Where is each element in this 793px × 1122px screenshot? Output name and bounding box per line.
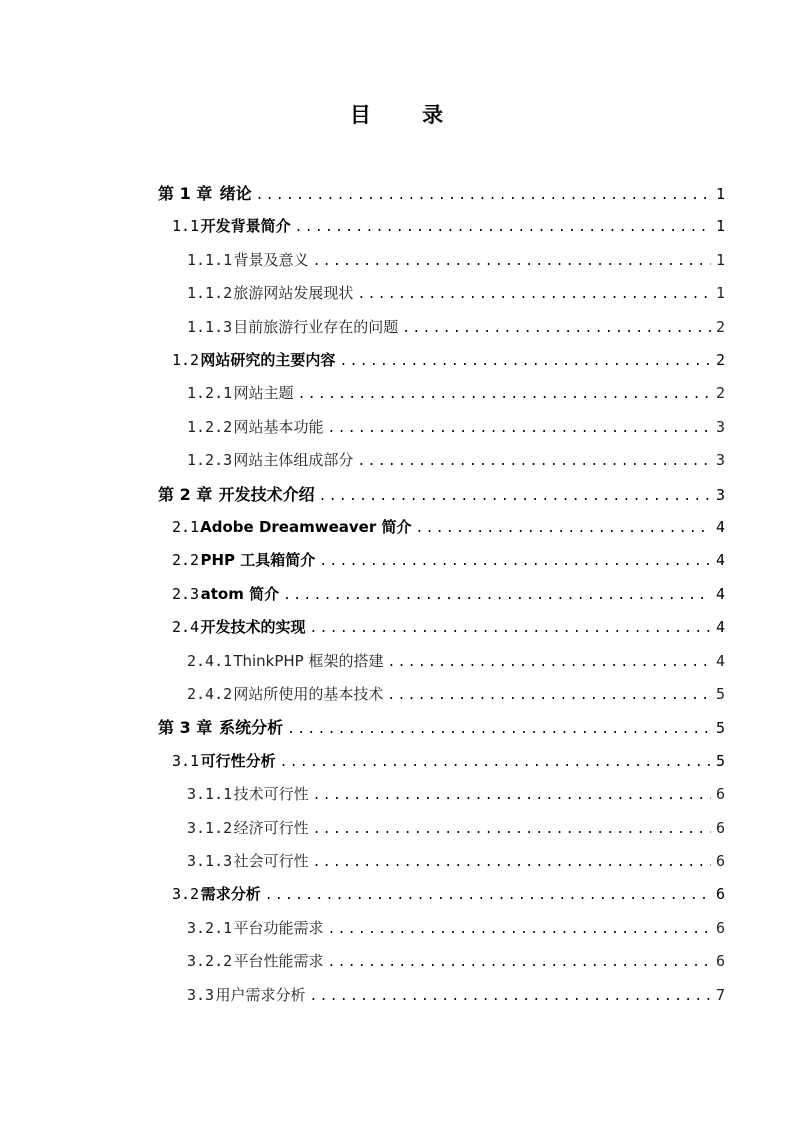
toc-entry[interactable] — [187, 979, 725, 1012]
toc-entry-title: 背景及意义 — [233, 251, 309, 269]
toc-entry-number: 第 1 章 — [158, 184, 213, 203]
toc-entry[interactable] — [187, 377, 725, 410]
toc-entry-title: PHP 工具箱简介 — [200, 551, 316, 569]
toc-dot-leader — [328, 913, 711, 946]
toc-entry-number: 3.3 — [187, 986, 215, 1004]
toc-entry[interactable] — [187, 244, 725, 277]
toc-dot-leader — [313, 846, 711, 879]
toc-dot-leader — [313, 813, 711, 846]
toc-entry-page-number: 5 — [715, 685, 725, 703]
toc-entry[interactable] — [187, 912, 725, 945]
toc-entry-number: 3.2.2 — [187, 952, 233, 970]
toc-entry-title: atom 简介 — [200, 585, 280, 603]
toc-dot-leader — [313, 779, 711, 812]
toc-entry-title: 平台功能需求 — [233, 919, 324, 937]
toc-entry[interactable] — [187, 444, 725, 477]
toc-entry-page-number: 1 — [715, 251, 725, 269]
toc-entry-page-number: 1 — [715, 217, 725, 235]
toc-entry-page-number: 5 — [715, 752, 725, 770]
toc-entry-page-number: 3 — [715, 418, 725, 436]
toc-dot-leader — [313, 245, 711, 278]
toc-entry-number: 1.1.2 — [187, 284, 233, 302]
toc-entry-number: 2.2 — [172, 551, 200, 569]
toc-dot-leader — [319, 545, 711, 578]
toc-entry-number: 3.1.1 — [187, 785, 233, 803]
toc-entry[interactable] — [158, 711, 725, 744]
toc-entry-page-number: 6 — [715, 952, 725, 970]
toc-entry-page-number: 4 — [715, 585, 725, 603]
toc-entry-page-number: 1 — [715, 284, 725, 302]
toc-entry-page-number: 4 — [715, 518, 725, 536]
toc-dot-leader — [265, 879, 711, 912]
toc-entry-title: 旅游网站发展现状 — [233, 284, 354, 302]
toc-entry-number: 3.1.3 — [187, 852, 233, 870]
toc-entry-number: 3.1.2 — [187, 819, 233, 837]
toc-entry-title: 需求分析 — [200, 885, 261, 903]
toc-entry[interactable] — [172, 578, 725, 611]
toc-entry-number: 第 3 章 — [158, 718, 213, 737]
toc-entry-number: 3.2 — [172, 885, 200, 903]
toc-entry-page-number: 2 — [715, 351, 725, 369]
toc-entry-page-number: 6 — [715, 785, 725, 803]
toc-dot-leader — [287, 713, 711, 746]
toc-dot-leader — [339, 345, 711, 378]
toc-dot-leader — [295, 211, 711, 244]
toc-dot-leader — [415, 512, 711, 545]
toc-entry-number: 3.1 — [172, 752, 200, 770]
toc-entry-number: 1.2.2 — [187, 418, 233, 436]
toc-entry-title: Adobe Dreamweaver 简介 — [200, 518, 412, 536]
toc-entry-page-number: 7 — [715, 986, 725, 1004]
toc-entry-title: 系统分析 — [219, 718, 284, 737]
toc-dot-leader — [280, 746, 711, 779]
toc-entry[interactable] — [187, 812, 725, 845]
toc-entry[interactable] — [172, 745, 725, 778]
toc-entry-title: 平台性能需求 — [233, 952, 324, 970]
toc-entry-title: 网站所使用的基本技术 — [233, 685, 384, 703]
toc-entry-number: 1.1.1 — [187, 251, 233, 269]
toc-entry-page-number: 2 — [715, 318, 725, 336]
toc-entry-title: 可行性分析 — [200, 752, 276, 770]
toc-entry[interactable] — [187, 845, 725, 878]
toc-dot-leader — [319, 480, 711, 513]
toc-entry-number: 2.4.1 — [187, 652, 233, 670]
toc-entry[interactable] — [187, 945, 725, 978]
toc-entry-page-number: 1 — [715, 185, 725, 203]
toc-entry-title: 用户需求分析 — [215, 986, 306, 1004]
toc-entry-title: 开发技术的实现 — [200, 618, 306, 636]
toc-entry-title: 网站基本功能 — [233, 418, 324, 436]
toc-entry-number: 1.1.3 — [187, 318, 233, 336]
page-title: 目 录 — [349, 103, 466, 127]
toc-entry-title: ThinkPHP 框架的搭建 — [233, 652, 384, 670]
toc-entry-title: 经济可行性 — [233, 819, 309, 837]
toc-entry[interactable] — [187, 311, 725, 344]
toc-dot-leader — [328, 946, 711, 979]
toc-dot-leader — [283, 579, 711, 612]
toc-dot-leader — [310, 612, 711, 645]
toc-entry-page-number: 3 — [715, 451, 725, 469]
toc-entry[interactable] — [172, 544, 725, 577]
toc-entry-number: 2.3 — [172, 585, 200, 603]
toc-dot-leader — [310, 980, 711, 1013]
toc-entry-number: 2.4 — [172, 618, 200, 636]
toc-entry-page-number: 3 — [715, 486, 725, 504]
toc-dot-leader — [402, 312, 711, 345]
toc-dot-leader — [328, 412, 711, 445]
toc-entry[interactable] — [187, 678, 725, 711]
toc-entry[interactable] — [158, 177, 725, 210]
toc-entry-number: 1.1 — [172, 217, 200, 235]
toc-dot-leader — [357, 278, 711, 311]
toc-entry-page-number: 4 — [715, 618, 725, 636]
toc-dot-leader — [256, 179, 711, 212]
toc-entry-page-number: 6 — [715, 819, 725, 837]
toc-entry[interactable] — [172, 210, 725, 243]
toc-entry-title: 绪论 — [219, 184, 252, 203]
toc-entry-number: 1.2.3 — [187, 451, 233, 469]
toc-entry-page-number: 6 — [715, 885, 725, 903]
toc-entry-page-number: 2 — [715, 384, 725, 402]
toc-dot-leader — [387, 646, 711, 679]
toc-entry[interactable] — [172, 878, 725, 911]
toc-entry[interactable] — [187, 645, 725, 678]
toc-entry-title: 社会可行性 — [233, 852, 309, 870]
toc-entry-page-number: 4 — [715, 551, 725, 569]
toc-entry-page-number: 6 — [715, 852, 725, 870]
toc-entry[interactable] — [187, 778, 725, 811]
toc-entry-number: 1.2 — [172, 351, 200, 369]
toc-entry[interactable] — [172, 344, 725, 377]
toc-entry-title: 开发背景简介 — [200, 217, 291, 235]
toc-entry-title: 开发技术介绍 — [218, 485, 315, 504]
toc-dot-leader — [387, 679, 711, 712]
toc-entry-title: 目前旅游行业存在的问题 — [233, 318, 399, 336]
toc-entry-title: 网站研究的主要内容 — [200, 351, 336, 369]
toc-entry-number: 2.1 — [172, 518, 200, 536]
toc-entry[interactable] — [172, 511, 725, 544]
toc-dot-leader — [298, 378, 711, 411]
toc-entry-title: 网站主题 — [233, 384, 294, 402]
toc-entry[interactable] — [158, 478, 725, 511]
toc-entry-title: 网站主体组成部分 — [233, 451, 354, 469]
toc-dot-leader — [357, 445, 711, 478]
toc-entry[interactable] — [172, 611, 725, 644]
toc-entry[interactable] — [187, 277, 725, 310]
toc-entry-title: 技术可行性 — [233, 785, 309, 803]
toc-entry-page-number: 4 — [715, 652, 725, 670]
toc-entry-number: 3.2.1 — [187, 919, 233, 937]
toc-entry-page-number: 6 — [715, 919, 725, 937]
toc-entry-page-number: 5 — [715, 719, 725, 737]
toc-entry[interactable] — [187, 411, 725, 444]
toc-entry-number: 第 2 章 — [158, 485, 213, 504]
toc-entry-number: 2.4.2 — [187, 685, 233, 703]
toc-entry-number: 1.2.1 — [187, 384, 233, 402]
